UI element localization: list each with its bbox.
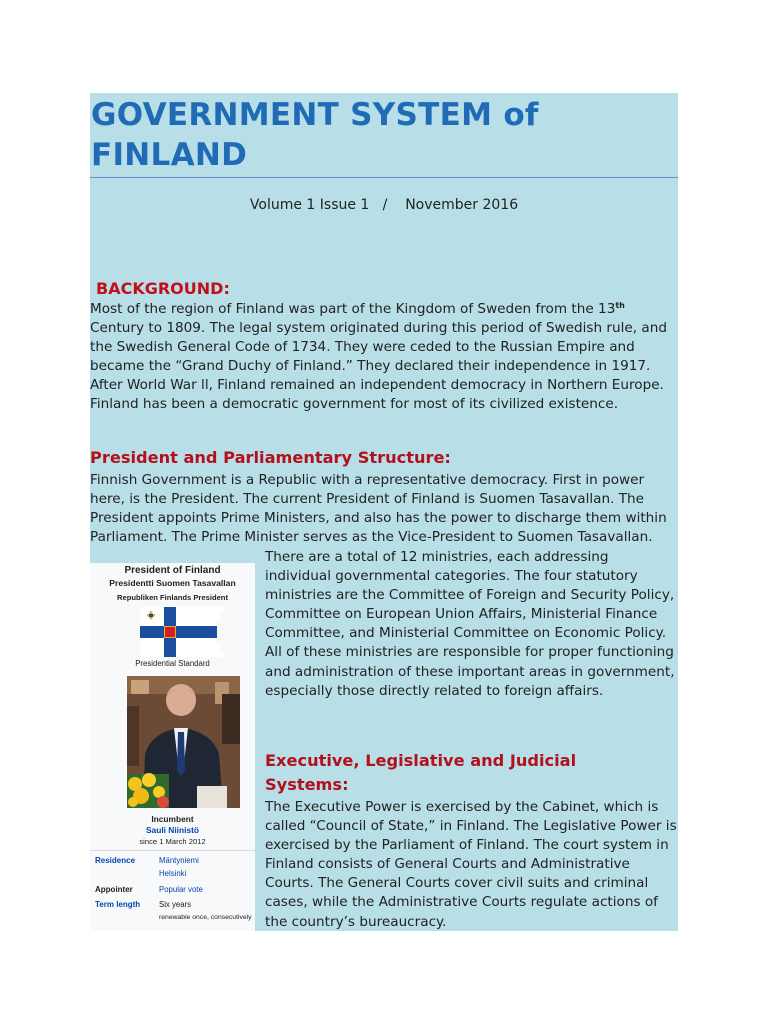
issue-line: Volume 1 Issue 1 / November 2016 xyxy=(249,197,519,213)
incumbent-name-link[interactable]: Sauli Niinistö xyxy=(145,825,200,835)
residence-value-link[interactable]: Mäntyniemi xyxy=(159,856,199,865)
term-length-value: Six years xyxy=(159,900,192,909)
presidential-standard-flag xyxy=(140,607,226,657)
page-title-line1: GOVERNMENT SYSTEM of xyxy=(91,97,539,133)
president-infobox xyxy=(90,563,255,931)
background-heading: BACKGROUND: xyxy=(96,279,230,298)
flag-horizontal-bar xyxy=(140,626,217,638)
background-text-start: Most of the region of Finland was part of the Kingdom of Sweden from the 13 xyxy=(90,301,616,317)
infobox-subtitle-swedish: Republiken Finlands President xyxy=(117,593,228,602)
incumbent-since: since 1 March 2012 xyxy=(139,837,206,846)
residence-label-link[interactable]: Residence xyxy=(95,856,136,865)
coat-of-arms-icon xyxy=(165,627,176,638)
page-title-line2: FINLAND xyxy=(91,137,248,173)
background-text-end: Century to 1809. The legal system originated during this period of Swedish rule, and the Swedish General Code of 1734. They were ceded to the Russian Empire and became the “Grand Duchy of Finland.” They declared their independence in 1917. After World War ll, Finland remained an independent democracy in Northern Europe. Finland has been a democratic government for most of its civilized existence. xyxy=(90,320,667,413)
executive-paragraph: The Executive Power is exercised by the Cabinet, which is called “Council of State,” in Finland. The Legislative Power is exercised by the Parliament of Finland. The court system in Finland consists of General Courts and Administrative Courts. The General Courts cover civil suits and criminal cases, while the Administrative Courts regulate actions of the country’s bureaucracy. xyxy=(265,799,677,930)
term-length-note: renewable once, consecutively xyxy=(159,914,252,921)
appointer-label: Appointer xyxy=(95,885,133,894)
president-paragraph: Finnish Government is a Republic with a representative democracy. First in power here, is the President. The current President of Finland is Suomen Tasavallan. The President appoints Prime Ministers, and also has the power to discharge them within Parliament. The Prime Minister serves as the Vice-President to Suomen Tasavallan. xyxy=(90,472,667,546)
residence-city-link[interactable]: Helsinki xyxy=(159,869,187,878)
appointer-value-link[interactable]: Popular vote xyxy=(159,885,203,894)
flag-caption: Presidential Standard xyxy=(135,659,210,668)
background-paragraph xyxy=(90,300,678,415)
infobox-divider xyxy=(90,850,255,851)
infobox-title: President of Finland xyxy=(124,565,221,576)
president-heading: President and Parliamentary Structure: xyxy=(90,448,451,467)
term-length-label-link[interactable]: Term length xyxy=(95,900,141,909)
ministries-paragraph: There are a total of 12 ministries, each addressing individual governmental categories. The four statutory ministries are the Committee of Foreign and Security Policy, Committee on European Union Affairs, Ministerial Finance Committee, and Ministerial Committee on Economic Policy. All of these ministries are responsible for proper functioning and administration of these important areas in government, especially those directly related to foreign affairs. xyxy=(265,549,675,699)
title-divider xyxy=(90,177,678,178)
page-title xyxy=(91,95,671,175)
ordinal-suffix: th xyxy=(615,301,625,310)
president-portrait-image xyxy=(127,676,240,808)
incumbent-label: Incumbent xyxy=(151,814,194,824)
executive-heading-line2: Systems: xyxy=(265,775,349,794)
executive-heading-line1: Executive, Legislative and Judicial xyxy=(265,751,577,770)
infobox-subtitle-finnish: Presidentti Suomen Tasavallan xyxy=(109,578,236,588)
executive-heading xyxy=(265,749,625,797)
